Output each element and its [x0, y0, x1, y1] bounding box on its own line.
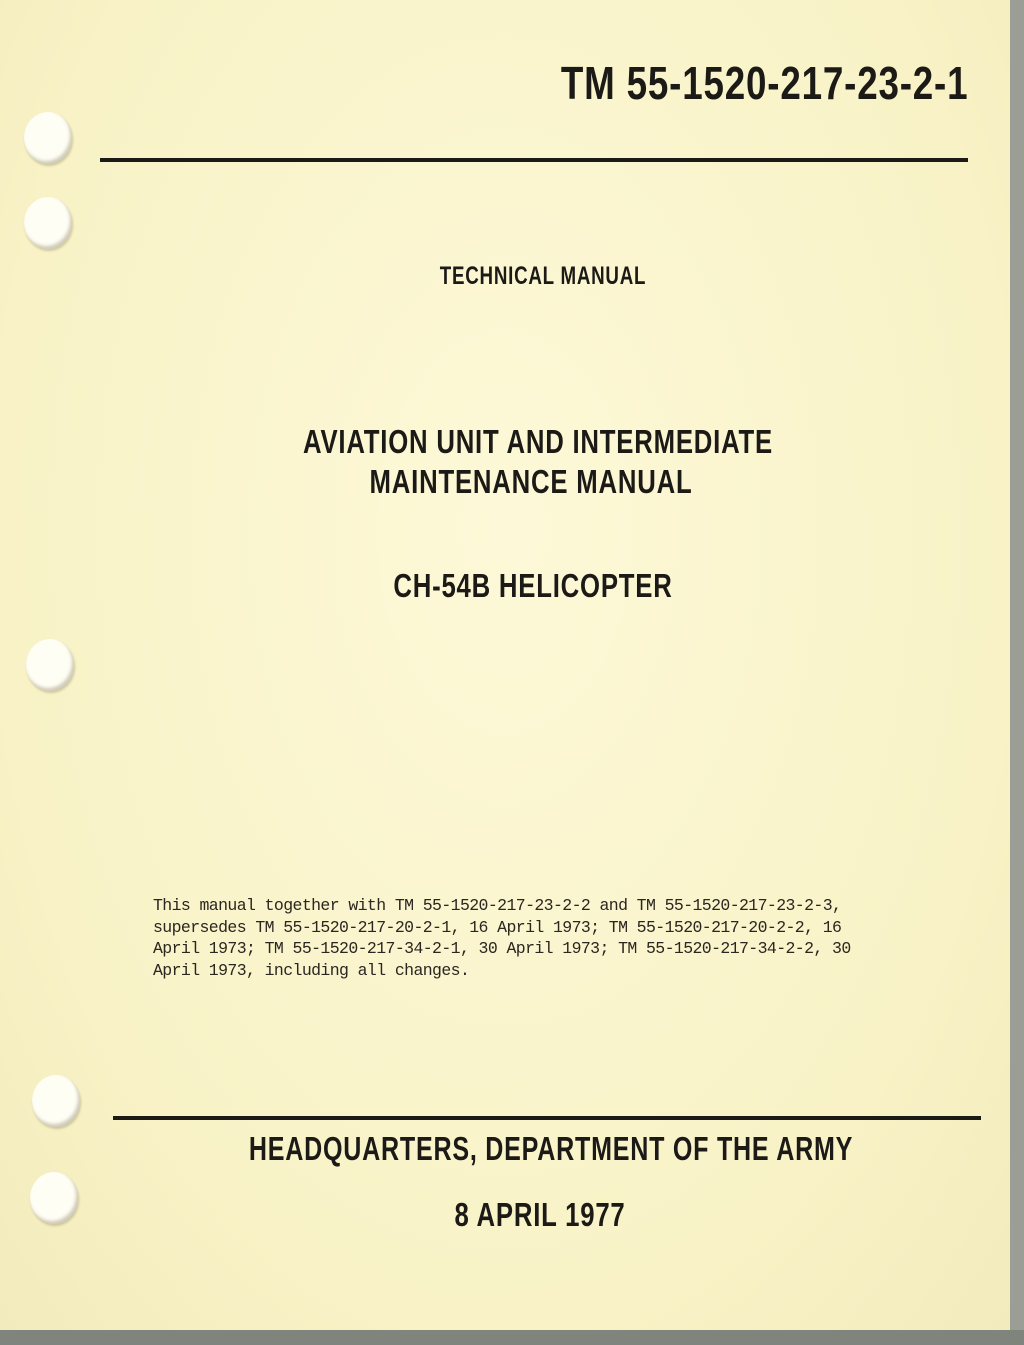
title-line-1: AVIATION UNIT AND INTERMEDIATE — [302, 423, 774, 460]
scan-edge-shadow — [1010, 0, 1024, 1345]
notice-line: This manual together with TM 55-1520-217-23-2-2 and TM 55-1520-217-23-2-3, — [153, 896, 842, 915]
supersession-notice — [153, 895, 953, 981]
issuer: HEADQUARTERS, DEPARTMENT OF THE ARMY — [248, 1130, 854, 1167]
aircraft-title: CH-54B HELICOPTER — [393, 567, 673, 604]
binder-hole — [26, 639, 74, 691]
bottom-rule — [113, 1116, 981, 1120]
scan-edge-shadow — [0, 1330, 1024, 1345]
notice-line: April 1973, including all changes. — [153, 960, 470, 980]
notice-line: supersedes TM 55-1520-217-20-2-1, 16 April 1973; TM 55-1520-217-20-2-2, 16 — [153, 917, 842, 937]
issue-date: 8 APRIL 1977 — [454, 1196, 626, 1233]
tm-number: TM 55-1520-217-23-2-1 — [560, 57, 968, 109]
binder-hole — [30, 1172, 78, 1224]
title-line-2: MAINTENANCE MANUAL — [369, 463, 693, 500]
binder-hole — [32, 1075, 80, 1127]
document-type-label: TECHNICAL MANUAL — [439, 262, 647, 290]
binder-hole — [24, 112, 72, 164]
binder-hole — [24, 197, 72, 249]
top-rule — [100, 158, 968, 162]
notice-line: April 1973; TM 55-1520-217-34-2-1, 30 April 1973; TM 55-1520-217-34-2-2, 30 — [153, 939, 851, 958]
